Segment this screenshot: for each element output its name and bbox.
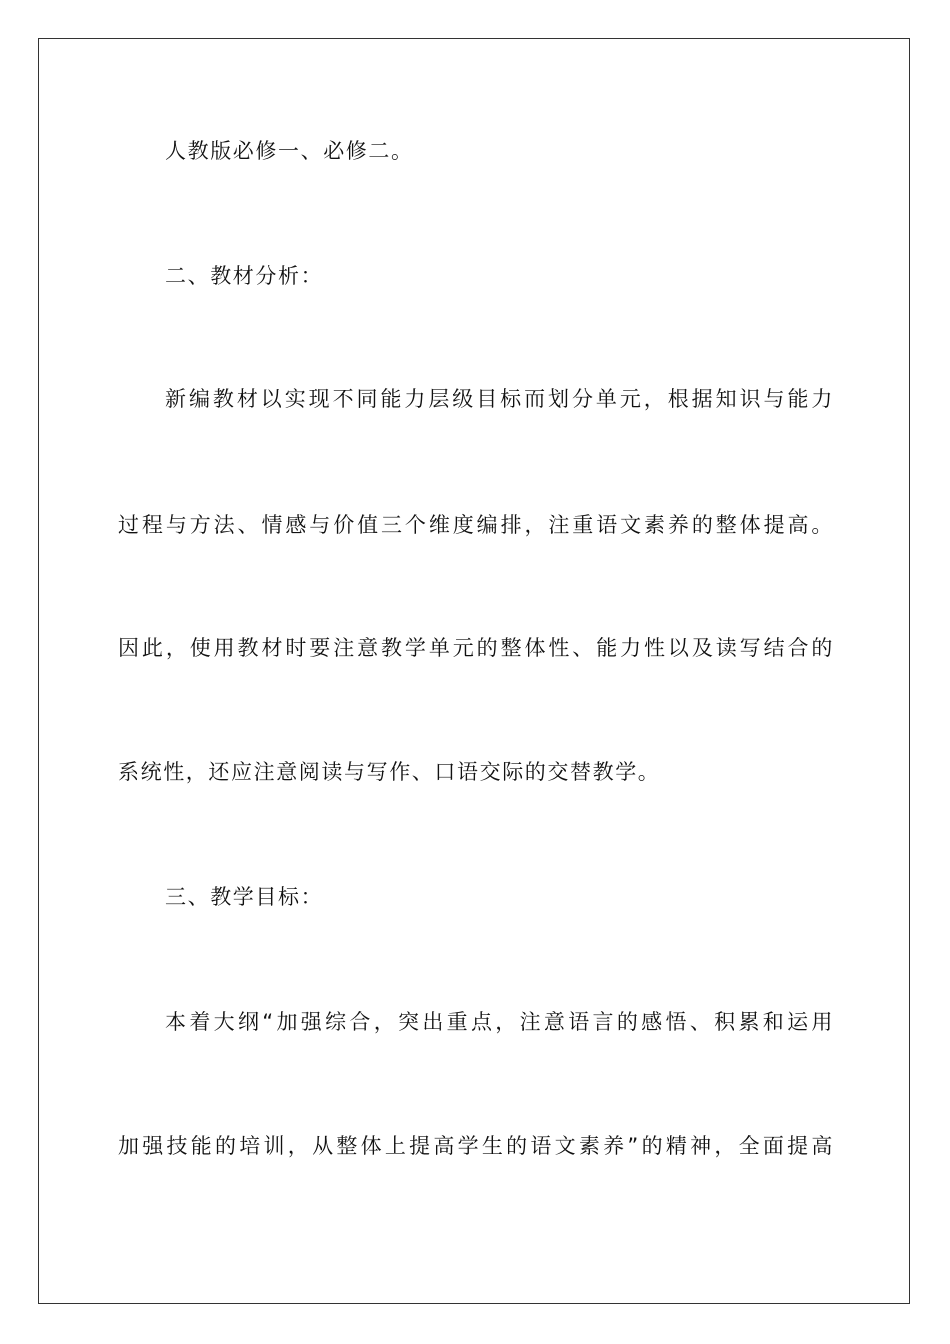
paragraph-line: 新编教材以实现不同能力层级目标而划分单元，根据知识与能力 (165, 387, 834, 411)
paragraph-line: 本着大纲“加强综合，突出重点，注意语言的感悟、积累和运用 (165, 1010, 834, 1034)
paragraph-line: 系统性，还应注意阅读与写作、口语交际的交替教学。 (118, 760, 661, 784)
text-line-textbook-edition: 人教版必修一、必修二。 (165, 139, 414, 163)
paragraph-line: 过程与方法、情感与价值三个维度编排，注重语文素养的整体提高。 (118, 513, 834, 537)
paragraph-line: 加强技能的培训，从整体上提高学生的语文素养”的精神，全面提高 (118, 1134, 834, 1158)
section-heading-teaching-goals: 三、教学目标： (165, 885, 324, 909)
section-heading-textbook-analysis: 二、教材分析： (165, 264, 324, 288)
paragraph-line: 因此，使用教材时要注意教学单元的整体性、能力性以及读写结合的 (118, 636, 834, 660)
page-frame (38, 38, 910, 1304)
